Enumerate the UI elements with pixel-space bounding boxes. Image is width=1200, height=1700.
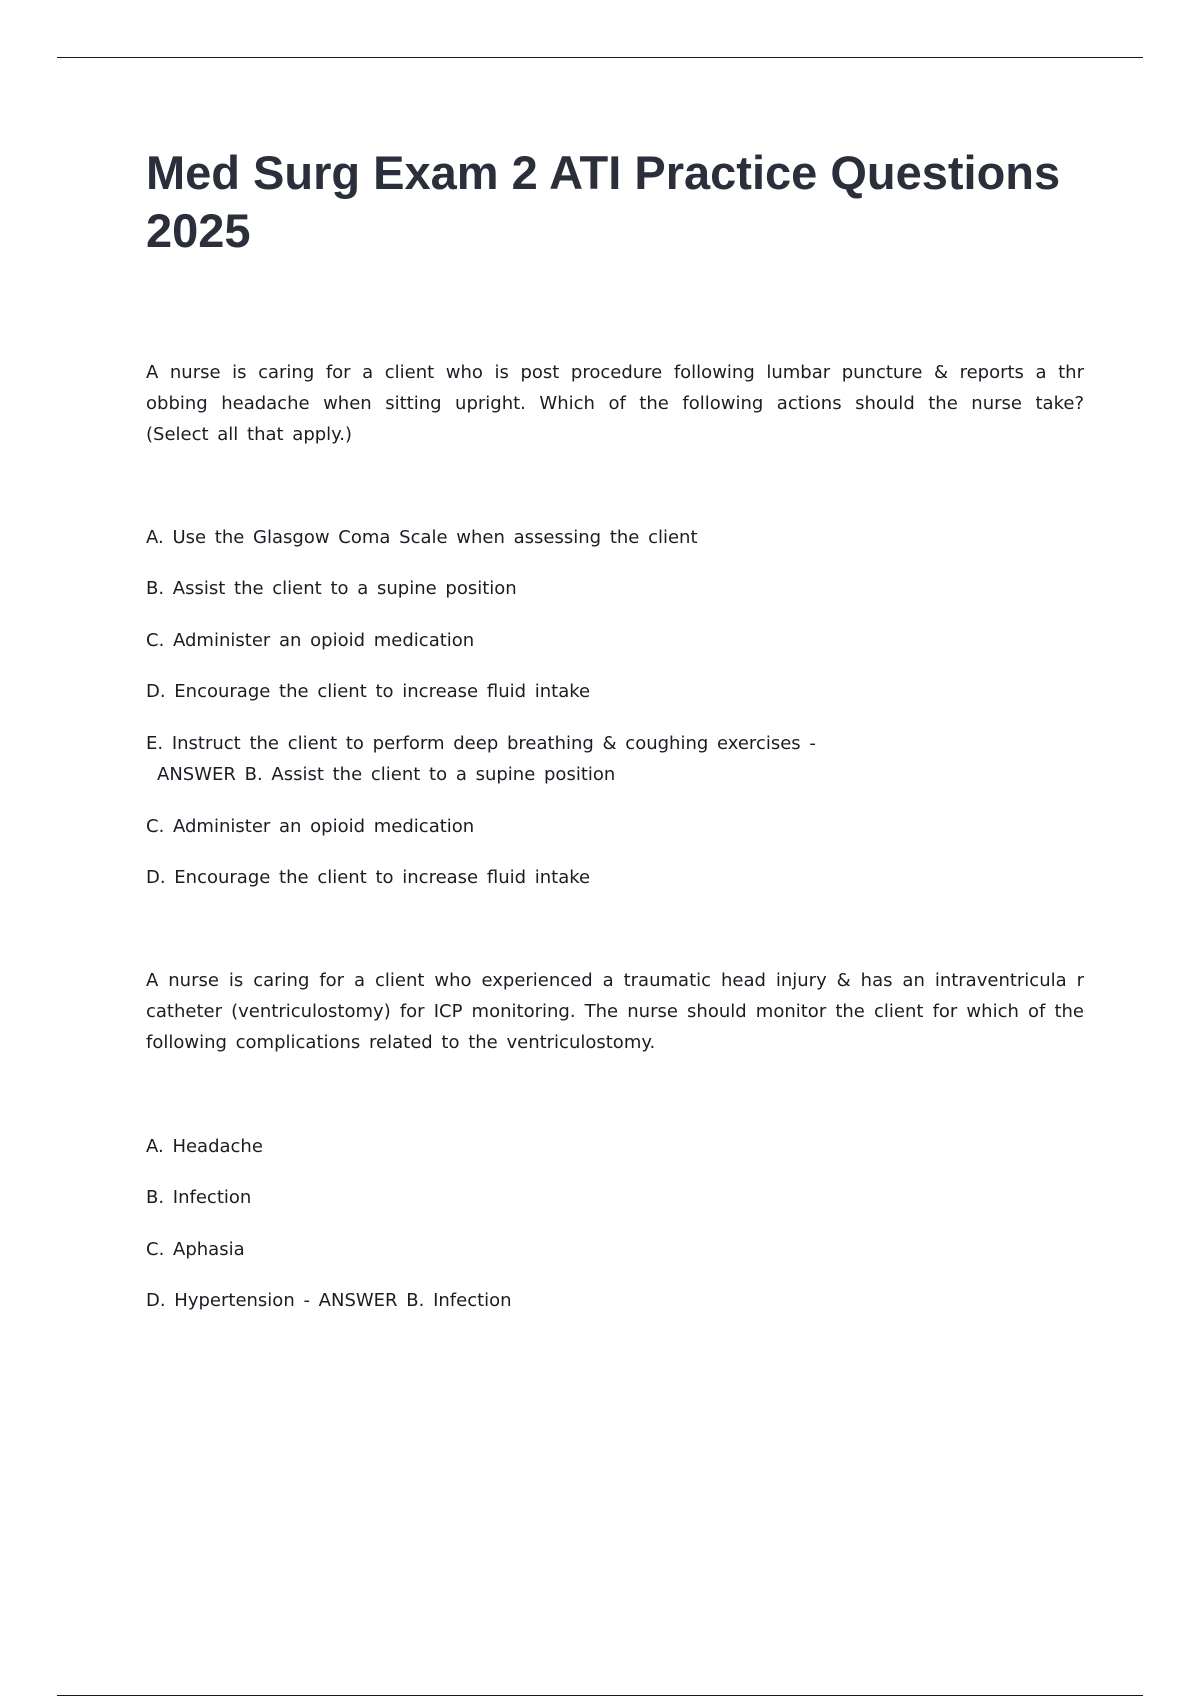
- footer-rule: [57, 1695, 1143, 1696]
- question-1-option-a: A. Use the Glasgow Coma Scale when assessing the client: [146, 527, 698, 548]
- page-title: Med Surg Exam 2 ATI Practice Questions 2025: [146, 146, 1061, 257]
- question-1-option-d: D. Encourage the client to increase fluid intake: [146, 681, 591, 702]
- question-1-text: A nurse is caring for a client who is post procedure following lumbar puncture & reports a thr obbing headache when sitting upright. Which of the following actions should the nurse take? (Select all that apply.): [146, 362, 1084, 445]
- question-1-answer-extra-c: C. Administer an opioid medication: [146, 816, 475, 837]
- question-2-option-c: C. Aphasia: [146, 1239, 245, 1260]
- question-1-option-e-text: E. Instruct the client to perform deep breathing & coughing exercises -: [146, 733, 816, 754]
- question-2-text: A nurse is caring for a client who experienced a traumatic head injury & has an intraventricula r catheter (ventriculostomy) for ICP monitoring. The nurse should monitor the client for which of the following complications related to the ventriculostomy.: [146, 970, 1084, 1053]
- question-1-answer: ANSWER B. Assist the client to a supine position: [157, 764, 616, 785]
- question-2-option-a: A. Headache: [146, 1136, 263, 1157]
- question-1-option-c: C. Administer an opioid medication: [146, 630, 475, 651]
- question-1-option-e: [146, 728, 1084, 790]
- question-1-option-b: B. Assist the client to a supine position: [146, 578, 517, 599]
- question-1: [146, 357, 1084, 450]
- question-1-answer-extra-d: D. Encourage the client to increase fluid intake: [146, 867, 591, 888]
- question-2-option-b: B. Infection: [146, 1187, 252, 1208]
- question-2-option-d: D. Hypertension - ANSWER B. Infection: [146, 1290, 512, 1311]
- question-2: [146, 965, 1084, 1058]
- header-rule: [57, 57, 1143, 58]
